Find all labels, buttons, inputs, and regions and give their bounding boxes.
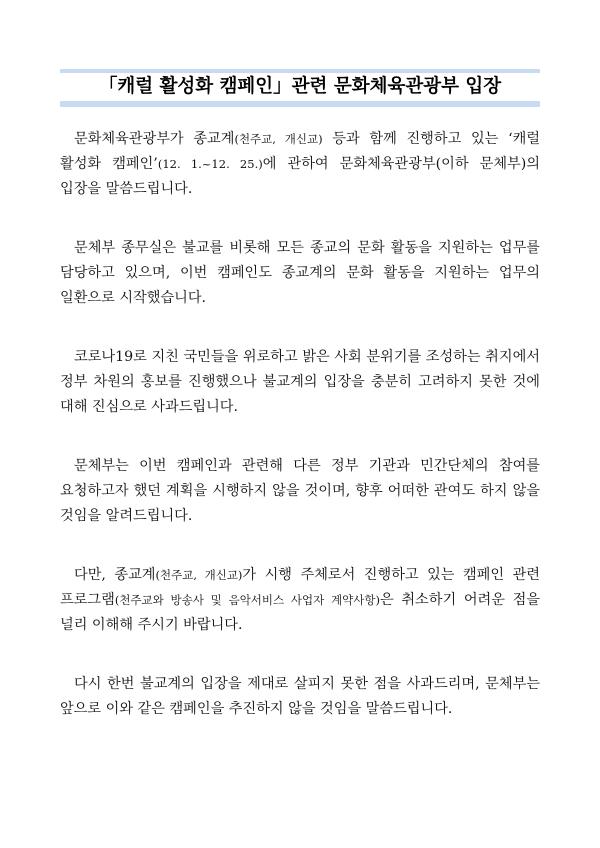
title-box <box>60 73 540 101</box>
document-body <box>60 127 540 756</box>
paragraph-text: 문화체육관광부가 종교계 <box>74 131 235 147</box>
paragraph-text: 은 취소하기 어려운 점을 널리 이해해 주시기 바랍니다. <box>60 592 540 633</box>
paragraph-note: (천주교와 방송사 및 음악서비스 사업자 계약사항) <box>114 593 380 607</box>
paragraph-1 <box>60 127 540 202</box>
paragraph-text: 가 시행 주체로서 진행하고 있는 캠페인 관련 프로그램 <box>60 567 540 608</box>
title-rule-bottom <box>60 101 540 107</box>
paragraph-text: 다만, 종교계 <box>74 567 156 583</box>
paragraph-2 <box>60 236 540 311</box>
paragraph-text: 에 관하여 문화체육관광부(이하 문체부)의 입장을 말씀드립니다. <box>60 156 540 197</box>
paragraph-text: 등과 함께 진행하고 있는 ‘캐럴 활성화 캠페인’ <box>60 131 540 172</box>
document-title: 「캐럴 활성화 캠페인」관련 문화체육관광부 입장 <box>98 76 502 97</box>
paragraph-text: 문체부는 이번 캠페인과 관련해 다른 정부 기관과 민간단체의 참여를 요청하고자 했던 계획을 시행하지 않을 것이며, 향후 어떠한 관여도 하지 않을 것임을 알려드립니다. <box>60 458 540 524</box>
paragraph-text: 코로나19로 지친 국민들을 위로하고 밝은 사회 분위기를 조성하는 취지에서 정부 차원의 홍보를 진행했으나 불교계의 입장을 충분히 고려하지 못한 것에 대해 진심으로 사과드립니다. <box>60 349 540 415</box>
paragraph-5 <box>60 563 540 638</box>
paragraph-note: (천주교, 개신교) <box>234 132 323 146</box>
paragraph-4 <box>60 454 540 529</box>
paragraph-6 <box>60 672 540 722</box>
title-banner <box>60 69 540 107</box>
paragraph-text: 문체부 종무실은 불교를 비롯해 모든 종교의 문화 활동을 지원하는 업무를 담당하고 있으며, 이번 캠페인도 종교계의 문화 활동을 지원하는 업무의 일환으로 시작했습니다. <box>60 240 540 306</box>
paragraph-3 <box>60 345 540 420</box>
paragraph-note: (천주교, 개신교) <box>155 568 243 582</box>
paragraph-note: (12. 1.~12. 25.) <box>157 157 263 171</box>
paragraph-text: 다시 한번 불교계의 입장을 제대로 살피지 못한 점을 사과드리며, 문체부는 앞으로 이와 같은 캠페인을 추진하지 않을 것임을 말씀드립니다. <box>60 676 540 717</box>
